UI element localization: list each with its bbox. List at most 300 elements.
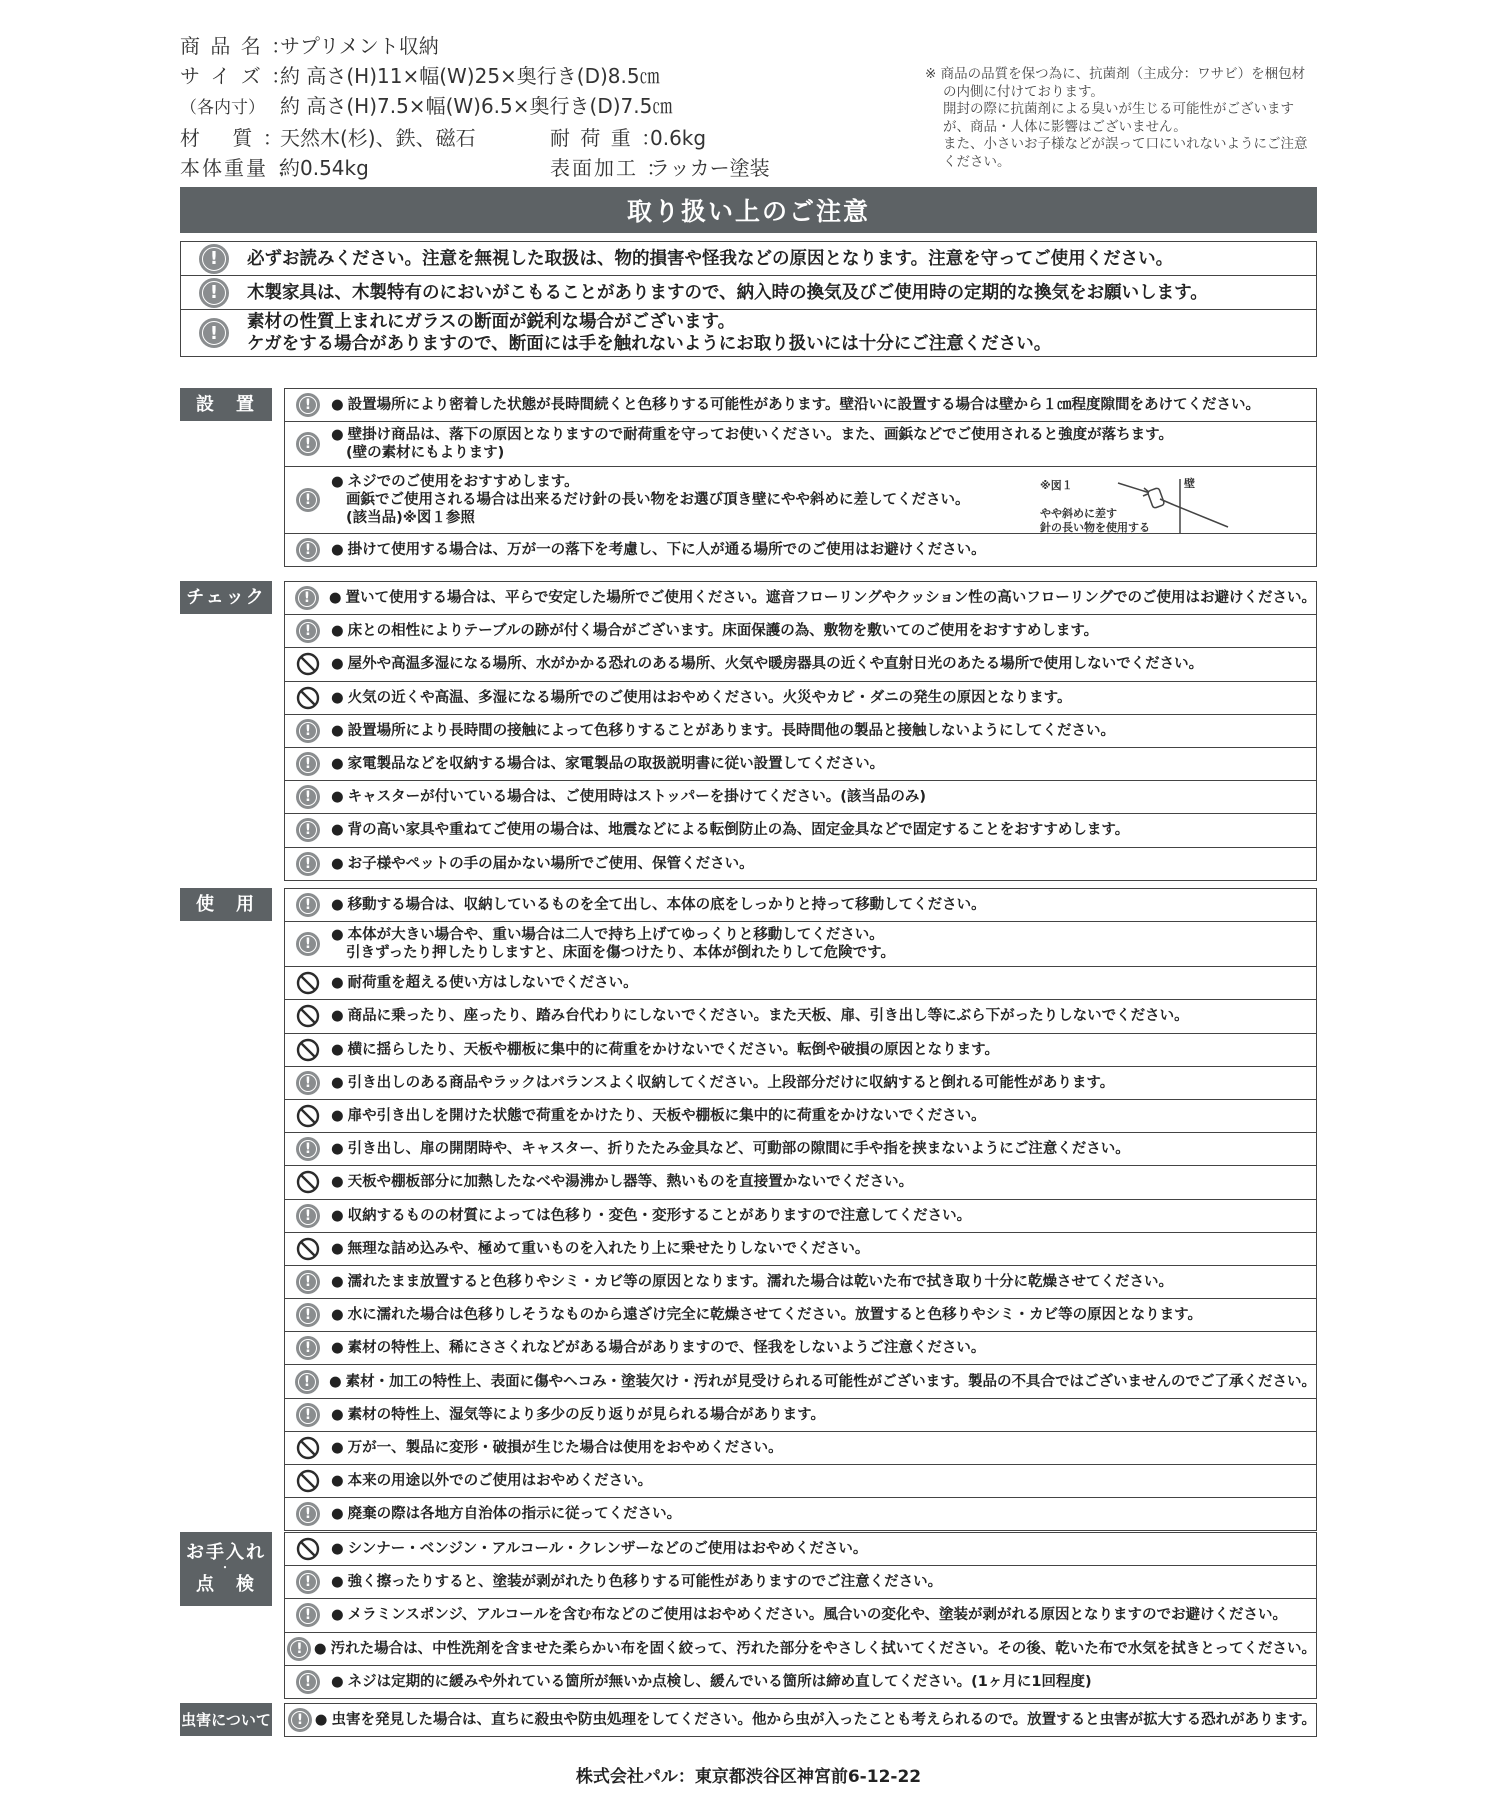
warning-icon: ! bbox=[296, 432, 320, 456]
row-line-text: 移動する場合は、収納しているものを全て出し、本体の底をしっかりと持って移動してください。 bbox=[347, 897, 986, 914]
bullet: ● bbox=[328, 590, 342, 607]
warning-icon: ! bbox=[296, 1502, 320, 1526]
bullet: ● bbox=[331, 1574, 344, 1591]
row-text bbox=[331, 896, 1316, 914]
row-line-text: 床との相性によりテーブルの跡が付く場合がございます。床面保護の為、敷物を敷いてのご使用をおすすめします。 bbox=[347, 623, 1099, 640]
section-label-text: チェック bbox=[186, 586, 266, 608]
row-line bbox=[331, 1540, 1316, 1558]
icon-cell bbox=[285, 619, 331, 643]
bullet: ● bbox=[331, 1041, 344, 1058]
spec-size: サ イ ズ ：約 高さ(H)11×幅(W)25×奥行き(D)8.5㎝ bbox=[180, 64, 660, 88]
row-text bbox=[331, 655, 1316, 673]
warning-text bbox=[247, 311, 1051, 355]
table-row bbox=[285, 1034, 1316, 1067]
warning-icon: ! bbox=[296, 393, 320, 417]
warning-icon: ! bbox=[296, 932, 320, 956]
icon-cell bbox=[285, 1004, 331, 1028]
row-line-text: 強く擦ったりすると、塗装が剥がれたり色移りする可能性がありますのでご注意ください。 bbox=[347, 1574, 943, 1591]
bullet: ● bbox=[331, 927, 344, 944]
prohibited-icon bbox=[296, 1104, 320, 1128]
icon-cell bbox=[285, 1469, 331, 1493]
icon-cell bbox=[285, 1270, 331, 1294]
row-line-text: 横に揺らしたり、天板や棚板に集中的に荷重をかけないでください。転倒や破損の原因となります。 bbox=[347, 1041, 999, 1058]
table-row bbox=[285, 1498, 1316, 1530]
row-text bbox=[331, 1240, 1316, 1258]
row-line-text: 背の高い家具や重ねてご使用の場合は、地震などによる転倒防止の為、固定金具などで固定することをおすすめします。 bbox=[347, 822, 1130, 839]
row-line bbox=[331, 1074, 1316, 1092]
warning-icon: ! bbox=[296, 785, 320, 809]
row-text bbox=[331, 689, 1316, 707]
row-line bbox=[331, 1273, 1316, 1291]
notice-line: ※ 商品の品質を保つ為に、抗菌剤（主成分：ワサビ）を梱包材 bbox=[925, 66, 1306, 82]
bullet: ● bbox=[331, 1406, 344, 1423]
bullet: ● bbox=[331, 689, 344, 706]
row-line-text: 濡れたまま放置すると色移りやシミ・カビ等の原因となります。濡れた場合は乾いた布で拭き取り十分に乾燥させてください。 bbox=[347, 1273, 1173, 1290]
table-row bbox=[285, 682, 1316, 715]
icon-cell bbox=[285, 1603, 331, 1627]
figure-note-line: 針の長い物を使用する bbox=[1040, 521, 1150, 535]
prohibited-icon bbox=[296, 652, 320, 676]
table-row bbox=[285, 1200, 1316, 1233]
warning-icon: ! bbox=[296, 1303, 320, 1327]
table-row bbox=[285, 1266, 1316, 1299]
table-row bbox=[285, 1399, 1316, 1432]
bullet: ● bbox=[331, 1506, 344, 1523]
section-label-text: お手入れ bbox=[186, 1542, 266, 1563]
icon-cell bbox=[285, 932, 331, 956]
bullet: ● bbox=[331, 1108, 344, 1125]
table-row bbox=[285, 582, 1316, 615]
table-row bbox=[285, 1465, 1316, 1498]
spec-inner-size: （各内寸） 約 高さ(H)7.5×幅(W)6.5×奥行き(D)7.5㎝ bbox=[180, 94, 673, 118]
row-line-text: 万が一、製品に変形・破損が生じた場合は使用をおやめください。 bbox=[347, 1439, 783, 1456]
row-text bbox=[331, 1606, 1316, 1624]
warning-icon: ! bbox=[296, 1570, 320, 1594]
icon-cell bbox=[285, 1038, 331, 1062]
row-line bbox=[331, 1439, 1316, 1457]
table-row bbox=[285, 1566, 1316, 1599]
table-row bbox=[285, 467, 1316, 534]
bullet: ● bbox=[331, 756, 344, 773]
table-row bbox=[285, 534, 1316, 566]
row-line: 引きずったり押したりしますと、床面を傷つけたり、本体が倒れたりして危険です。 bbox=[346, 945, 895, 962]
table-row bbox=[285, 389, 1316, 422]
icon-cell bbox=[285, 1370, 329, 1394]
table-row bbox=[285, 1365, 1316, 1398]
section-table bbox=[284, 388, 1317, 567]
figure-1 bbox=[1028, 477, 1288, 535]
row-line bbox=[331, 1406, 1316, 1424]
table-row bbox=[285, 1633, 1316, 1666]
table-row bbox=[285, 1166, 1316, 1199]
warning-icon: ! bbox=[296, 1270, 320, 1294]
bullet: ● bbox=[331, 975, 344, 992]
icon-cell bbox=[181, 244, 247, 274]
bullet: ● bbox=[331, 397, 344, 414]
icon-cell bbox=[285, 752, 331, 776]
row-line-text: 商品に乗ったり、座ったり、踏み台代わりにしないでください。また天板、扉、引き出し等にぶら下がったりしないでください。 bbox=[347, 1008, 1189, 1025]
row-text bbox=[331, 622, 1316, 640]
row-line-text: 虫害を発見した場合は、直ちに殺虫や防虫処理をしてください。他から虫が入ったことも考えられるので。放置すると虫害が拡大する恐れがあります。 bbox=[331, 1712, 1316, 1729]
row-line-text: 廃棄の際は各地方自治体の指示に従ってください。 bbox=[347, 1506, 682, 1523]
row-text bbox=[331, 1540, 1316, 1558]
row-line bbox=[331, 1339, 1316, 1357]
section-label-text: 点 検 bbox=[196, 1574, 256, 1595]
icon-cell bbox=[285, 1570, 331, 1594]
section-label bbox=[180, 581, 272, 614]
table-row bbox=[285, 615, 1316, 648]
icon-cell bbox=[285, 586, 329, 610]
row-text bbox=[331, 821, 1316, 839]
row-text bbox=[331, 1673, 1316, 1691]
icon-cell bbox=[285, 488, 331, 512]
table-row bbox=[285, 781, 1316, 814]
row-line-text: 掛けて使用する場合は、万が一の落下を考慮し、下に人が通る場所でのご使用はお避けください。 bbox=[347, 542, 986, 559]
warning-icon: ! bbox=[296, 1204, 320, 1228]
warning-icon: ! bbox=[296, 893, 320, 917]
row-line bbox=[331, 1007, 1316, 1025]
row-line-text: 火気の近くや高温、多湿になる場所でのご使用はおやめください。火災やカビ・ダニの発生の原因となります。 bbox=[347, 689, 1072, 706]
warning-icon: ! bbox=[199, 278, 229, 308]
icon-cell bbox=[285, 719, 331, 743]
table-row bbox=[285, 967, 1316, 1000]
row-text bbox=[329, 1373, 1316, 1391]
icon-cell bbox=[285, 1204, 331, 1228]
row-line bbox=[331, 788, 1316, 806]
icon-cell bbox=[285, 1071, 331, 1095]
row-line bbox=[331, 1173, 1316, 1191]
icon-cell bbox=[285, 852, 331, 876]
row-text bbox=[331, 426, 1316, 462]
bullet: ● bbox=[331, 1074, 344, 1091]
general-warning-row bbox=[181, 310, 1316, 356]
icon-cell bbox=[285, 1537, 331, 1561]
icon-cell bbox=[285, 1303, 331, 1327]
icon-cell bbox=[285, 1670, 331, 1694]
row-text bbox=[314, 1640, 1316, 1658]
warning-line: 必ずお読みください。注意を無視した取扱は、物的損害や怪我などの原因となります。注意を守ってご使用ください。 bbox=[247, 248, 1174, 269]
table-row bbox=[285, 1100, 1316, 1133]
row-text bbox=[331, 722, 1316, 740]
bullet: ● bbox=[331, 1207, 344, 1224]
bullet: ● bbox=[331, 1473, 344, 1490]
warning-icon: ! bbox=[287, 1637, 311, 1661]
bullet: ● bbox=[331, 1307, 344, 1324]
row-text bbox=[329, 589, 1316, 607]
table-row bbox=[285, 1233, 1316, 1266]
spec-weight: 本体重量 ：約0.54kg bbox=[180, 156, 369, 180]
bullet: ● bbox=[313, 1640, 327, 1657]
pushpin-icon bbox=[1088, 477, 1288, 535]
warning-icon: ! bbox=[295, 1370, 319, 1394]
bullet: ● bbox=[331, 722, 344, 739]
row-line-text: お子様やペットの手の届かない場所でご使用、保管ください。 bbox=[347, 855, 754, 872]
section-table bbox=[284, 581, 1317, 881]
section-label-text: 使 用 bbox=[196, 893, 256, 915]
antibacterial-notice bbox=[925, 66, 1320, 171]
table-row bbox=[285, 814, 1316, 847]
row-text bbox=[331, 1074, 1316, 1092]
row-text bbox=[331, 1107, 1316, 1125]
notice-line: の内側に付けております。 bbox=[943, 83, 1104, 100]
row-line-text: 無理な詰め込みや、極めて重いものを入れたり上に乗せたりしないでください。 bbox=[347, 1240, 870, 1257]
row-line-text: 天板や棚板部分に加熱したなべや湯沸かし器等、熱いものを直接置かないでください。 bbox=[347, 1174, 914, 1191]
row-text bbox=[331, 1273, 1316, 1291]
row-line bbox=[331, 896, 1316, 914]
prohibited-icon bbox=[296, 1469, 320, 1493]
row-line-text: 水に濡れた場合は色移りしそうなものから遠ざけ完全に乾燥させてください。放置すると色移りやシミ・カビ等の原因となります。 bbox=[347, 1307, 1202, 1324]
row-line-text: 置いて使用する場合は、平らで安定した場所でご使用ください。遮音フローリングやクッション性の高いフローリングでのご使用はお避けください。 bbox=[345, 590, 1316, 607]
table-row bbox=[285, 889, 1316, 922]
table-row bbox=[285, 648, 1316, 681]
warning-icon: ! bbox=[296, 1603, 320, 1627]
row-text bbox=[331, 1439, 1316, 1457]
warning-icon: ! bbox=[296, 538, 320, 562]
row-line-text: キャスターが付いている場合は、ご使用時はストッパーを掛けてください。(該当品のみ) bbox=[347, 789, 926, 806]
spec-load: 耐 荷 重 ：0.6kg bbox=[550, 126, 707, 150]
row-line bbox=[331, 622, 1316, 640]
table-row bbox=[285, 1000, 1316, 1033]
prohibited-icon bbox=[296, 971, 320, 995]
row-line bbox=[331, 926, 1316, 944]
notice-line: 開封の際に抗菌剤による臭いが生じる可能性がございます bbox=[943, 101, 1294, 117]
bullet: ● bbox=[331, 1273, 344, 1290]
caution-banner: 取り扱い上のご注意 bbox=[180, 187, 1317, 233]
row-line bbox=[331, 722, 1316, 740]
icon-cell bbox=[181, 318, 247, 348]
warning-line: ケガをする場合がありますので、断面には手を触れないようにお取り扱いには十分にご注意ください。 bbox=[247, 334, 1052, 354]
row-line bbox=[331, 1472, 1316, 1490]
table-row bbox=[285, 1704, 1316, 1736]
row-line bbox=[331, 689, 1316, 707]
icon-cell bbox=[285, 652, 331, 676]
row-text bbox=[331, 755, 1316, 773]
warning-icon: ! bbox=[296, 752, 320, 776]
bullet: ● bbox=[331, 1541, 344, 1558]
row-line-text: 扉や引き出しを開けた状態で荷重をかけたり、天板や棚板に集中的に荷重をかけないでください。 bbox=[347, 1108, 986, 1125]
row-text bbox=[331, 1173, 1316, 1191]
bullet: ● bbox=[331, 542, 344, 559]
company-footer: 株式会社パル：東京都渋谷区神宮前6-12-22 bbox=[575, 1767, 922, 1787]
row-line-text: 家電製品などを収納する場合は、家電製品の取扱説明書に従い設置してください。 bbox=[347, 756, 885, 773]
notice-line: また、小さいお子様などが誤って口にいれないようにご注意 bbox=[943, 136, 1308, 152]
row-line-text: 本体が大きい場合や、重い場合は二人で持ち上げてゆっくりと移動してください。 bbox=[347, 927, 884, 944]
table-row bbox=[285, 1432, 1316, 1465]
warning-icon: ! bbox=[296, 1071, 320, 1095]
bullet: ● bbox=[331, 789, 344, 806]
row-text bbox=[331, 855, 1316, 873]
section-table bbox=[284, 1532, 1317, 1699]
bullet: ● bbox=[331, 1240, 344, 1257]
row-text bbox=[331, 396, 1316, 414]
row-line-text: 素材・加工の特性上、表面に傷やヘコみ・塗装欠け・汚れが見受けられる可能性がございます。製品の不具合ではございませんのでご了承ください。 bbox=[345, 1373, 1316, 1390]
section-label-text: 虫害について bbox=[181, 1710, 271, 1729]
figure-wall-label: 壁 bbox=[1184, 477, 1195, 491]
row-line bbox=[314, 1640, 1316, 1658]
icon-cell bbox=[285, 818, 331, 842]
warning-icon: ! bbox=[288, 1708, 312, 1732]
table-row bbox=[285, 1533, 1316, 1566]
notice-line: が、商品・人体に影響はございません。 bbox=[943, 118, 1187, 135]
table-row bbox=[285, 1133, 1316, 1166]
table-row bbox=[285, 1599, 1316, 1632]
row-text bbox=[315, 1711, 1316, 1729]
row-line bbox=[331, 755, 1316, 773]
row-line bbox=[331, 855, 1316, 873]
row-line-text: メラミンスポンジ、アルコールを含む布などのご使用はおやめください。風合いの変化や、塗装が剥がれる原因となりますのでお避けください。 bbox=[347, 1607, 1288, 1624]
row-text bbox=[331, 1472, 1316, 1490]
warning-icon: ! bbox=[296, 1670, 320, 1694]
row-line-text: 素材の特性上、湿気等により多少の反り返りが見られる場合があります。 bbox=[347, 1406, 825, 1423]
bullet: ● bbox=[331, 822, 344, 839]
spec-material: 材 質 ：天然木(杉)、鉄、磁石 bbox=[180, 126, 476, 150]
prohibited-icon bbox=[296, 1537, 320, 1561]
table-row bbox=[285, 1067, 1316, 1100]
bullet: ● bbox=[331, 1607, 344, 1624]
bullet: ● bbox=[331, 855, 344, 872]
icon-cell bbox=[285, 432, 331, 456]
warning-icon: ! bbox=[296, 619, 320, 643]
row-line bbox=[331, 1606, 1316, 1624]
section-label bbox=[180, 1532, 272, 1606]
warning-icon: ! bbox=[295, 586, 319, 610]
warning-icon: ! bbox=[199, 318, 229, 348]
icon-cell bbox=[285, 1403, 331, 1427]
row-line bbox=[331, 541, 1316, 559]
icon-cell bbox=[285, 1336, 331, 1360]
prohibited-icon bbox=[296, 1170, 320, 1194]
bullet: ● bbox=[331, 1174, 344, 1191]
bullet: ● bbox=[331, 474, 344, 491]
notice-line: ください。 bbox=[943, 153, 1011, 170]
section-label-text: ・ bbox=[220, 1563, 232, 1574]
bullet: ● bbox=[314, 1712, 328, 1729]
bullet: ● bbox=[331, 1340, 344, 1357]
bullet: ● bbox=[329, 1373, 342, 1390]
row-text bbox=[331, 788, 1316, 806]
row-line bbox=[331, 1306, 1316, 1324]
icon-cell bbox=[285, 785, 331, 809]
row-line-text: 設置場所により長時間の接触によって色移りすることがあります。長時間他の製品と接触しないようにしてください。 bbox=[347, 722, 1115, 739]
row-line-text: ネジでのご使用をおすすめします。 bbox=[347, 474, 579, 491]
row-line: 画鋲でご使用される場合は出来るだけ針の長い物をお選び頂き壁にやや斜めに差してください。 bbox=[346, 492, 970, 509]
row-text bbox=[331, 1007, 1316, 1025]
row-line bbox=[331, 1207, 1316, 1225]
warning-icon: ! bbox=[296, 1336, 320, 1360]
general-warning-row bbox=[181, 276, 1316, 310]
icon-cell bbox=[285, 1170, 331, 1194]
row-line: (該当品)※図１参照 bbox=[346, 510, 475, 527]
row-text bbox=[331, 1041, 1316, 1059]
icon-cell bbox=[285, 1502, 331, 1526]
row-line-text: 素材の特性上、稀にささくれなどがある場合がありますので、怪我をしないようご注意ください。 bbox=[347, 1340, 986, 1357]
row-line-text: 引き出しのある商品やラックはバランスよく収納してください。上段部分だけに収納すると倒れる可能性があります。 bbox=[347, 1074, 1115, 1091]
row-text bbox=[331, 926, 1316, 962]
row-line bbox=[315, 1711, 1316, 1729]
prohibited-icon bbox=[296, 1004, 320, 1028]
warning-icon: ! bbox=[296, 1403, 320, 1427]
row-text bbox=[331, 541, 1316, 559]
row-text bbox=[331, 1140, 1316, 1158]
row-line-text: 壁掛け商品は、落下の原因となりますので耐荷重を守ってお使いください。また、画鋲などでご使用されると強度が落ちます。 bbox=[347, 427, 1173, 444]
prohibited-icon bbox=[296, 1436, 320, 1460]
warning-icon: ! bbox=[296, 852, 320, 876]
row-line-text: 収納するものの材質によっては色移り・変色・変形することがありますので注意してください。 bbox=[347, 1207, 972, 1224]
bullet: ● bbox=[331, 656, 344, 673]
row-text bbox=[331, 974, 1316, 992]
row-line: (壁の素材にもよります) bbox=[346, 445, 505, 462]
row-line bbox=[331, 1140, 1316, 1158]
icon-cell bbox=[285, 1637, 314, 1661]
table-row bbox=[285, 748, 1316, 781]
bullet: ● bbox=[331, 427, 344, 444]
warning-text bbox=[247, 248, 1173, 270]
section-label bbox=[180, 1703, 272, 1736]
row-line-text: 本来の用途以外でのご使用はおやめください。 bbox=[347, 1473, 653, 1490]
icon-cell bbox=[285, 1237, 331, 1261]
icon-cell bbox=[285, 686, 331, 710]
warning-icon: ! bbox=[296, 818, 320, 842]
warning-icon: ! bbox=[296, 488, 320, 512]
row-line-text: 汚れた場合は、中性洗剤を含ませた柔らかい布を固く絞って、汚れた部分をやさしく拭いてください。その後、乾いた布で水気を拭きとってください。 bbox=[330, 1640, 1316, 1657]
section-label bbox=[180, 888, 272, 921]
row-line bbox=[331, 1240, 1316, 1258]
warning-icon: ! bbox=[296, 1137, 320, 1161]
row-line-text: 設置場所により密着した状態が長時間続くと色移りする可能性があります。壁沿いに設置する場合は壁から１㎝程度隙間をあけてください。 bbox=[347, 397, 1260, 414]
icon-cell bbox=[181, 278, 247, 308]
table-row bbox=[285, 1299, 1316, 1332]
row-text bbox=[331, 1505, 1316, 1523]
general-warnings bbox=[180, 241, 1317, 357]
row-text bbox=[331, 1306, 1316, 1324]
table-row bbox=[285, 1666, 1316, 1698]
row-line bbox=[331, 1107, 1316, 1125]
spec-product-name: 商 品 名 ：サプリメント収納 bbox=[180, 34, 439, 58]
icon-cell bbox=[285, 1708, 315, 1732]
icon-cell bbox=[285, 893, 331, 917]
warning-line: 素材の性質上まれにガラスの断面が鋭利な場合がございます。 bbox=[247, 312, 736, 332]
row-text bbox=[331, 1339, 1316, 1357]
row-line-text: 引き出し、扉の開閉時や、キャスター、折りたたみ金具など、可動部の隙間に手や指を挟まないようにご注意ください。 bbox=[347, 1141, 1130, 1158]
figure-ref: ※図１ bbox=[1040, 479, 1073, 493]
row-line-text: 耐荷重を超える使い方はしないでください。 bbox=[347, 975, 638, 992]
warning-icon: ! bbox=[199, 244, 229, 274]
row-text bbox=[331, 1207, 1316, 1225]
section-label-text: 設 置 bbox=[196, 393, 256, 415]
row-line bbox=[329, 1373, 1316, 1391]
row-text bbox=[331, 1406, 1316, 1424]
row-line bbox=[331, 1505, 1316, 1523]
section-label bbox=[180, 388, 272, 421]
icon-cell bbox=[285, 1104, 331, 1128]
figure-note-line: やや斜めに差す bbox=[1040, 507, 1117, 521]
section-table bbox=[284, 888, 1317, 1531]
spec-finish: 表面加工 ：ラッカー塗装 bbox=[550, 156, 770, 180]
warning-line: 木製家具は、木製特有のにおいがこもることがありますので、納入時の換気及びご使用時の定期的な換気をお願いします。 bbox=[247, 282, 1208, 303]
warning-text bbox=[247, 282, 1208, 304]
row-line bbox=[331, 655, 1316, 673]
row-line-text: シンナー・ベンジン・アルコール・クレンザーなどのご使用はおやめください。 bbox=[347, 1541, 868, 1558]
row-line bbox=[331, 396, 1316, 414]
icon-cell bbox=[285, 1436, 331, 1460]
row-line bbox=[331, 1673, 1316, 1691]
prohibited-icon bbox=[296, 1237, 320, 1261]
icon-cell bbox=[285, 538, 331, 562]
warning-icon: ! bbox=[296, 719, 320, 743]
row-text bbox=[331, 1573, 1316, 1591]
row-line bbox=[329, 589, 1316, 607]
bullet: ● bbox=[331, 897, 344, 914]
